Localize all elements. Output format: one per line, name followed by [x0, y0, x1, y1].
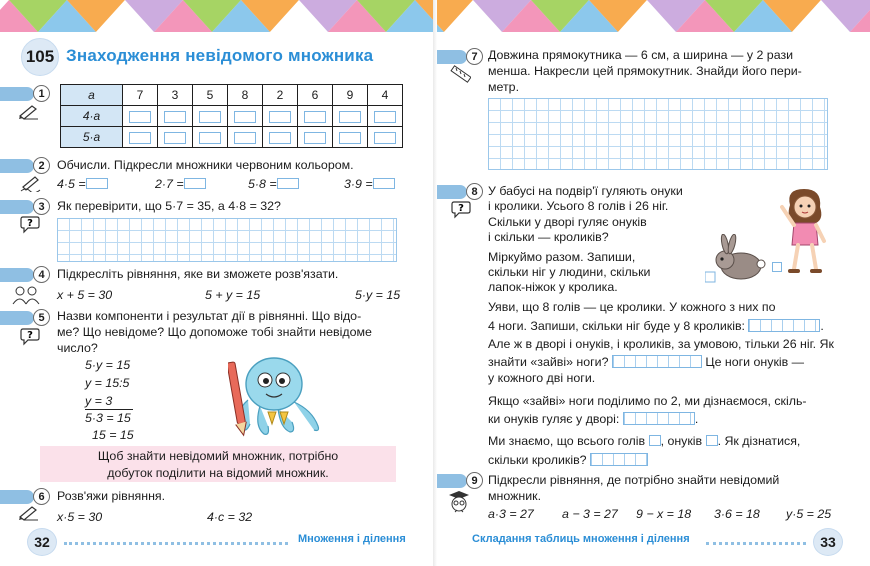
task7-text-line: Довжина прямокутника — 6 см, а ширина — у 2 рази: [488, 48, 794, 62]
task3-text: Як перевірити, що 5·7 = 35, а 4·8 = 32?: [57, 199, 281, 213]
answer-box[interactable]: [706, 435, 718, 446]
question-bubble-icon: [450, 199, 472, 219]
answer-cell[interactable]: [263, 106, 298, 127]
task5-text-line: ме? Що невідоме? Що допоможе тобі знайти невідоме: [57, 325, 372, 339]
answer-box[interactable]: [649, 435, 661, 446]
answer-cell[interactable]: [368, 106, 403, 127]
answer-cell[interactable]: [228, 106, 263, 127]
answer-cell[interactable]: [158, 106, 193, 127]
equation-option[interactable]: 9 − x = 18: [636, 507, 692, 521]
equation-option[interactable]: 3·6 = 18: [714, 507, 760, 521]
answer-cell[interactable]: [298, 127, 333, 148]
task-tab: [437, 185, 467, 199]
task-number-7: 7: [466, 48, 483, 65]
table-value: 8: [228, 85, 263, 106]
solution-step: 15 = 15: [92, 428, 134, 442]
task8-paragraph-line: ки онуків гуляє у дворі: .: [488, 412, 699, 426]
task-tab: [437, 50, 467, 64]
task9-text-line: Підкресли рівняння, де потрібно знайти невідомий: [488, 473, 780, 487]
equation-option-1[interactable]: x + 5 = 30: [57, 288, 113, 302]
answer-box[interactable]: [612, 355, 702, 368]
task8-intro-line: і скільки — кроликів?: [488, 230, 609, 244]
answer-box[interactable]: [373, 178, 395, 189]
rule-box: [40, 446, 396, 482]
task8-paragraph-line: Ми знаємо, що всього голів , онуків . Як дізнатися,: [488, 434, 801, 448]
answer-cell[interactable]: [333, 127, 368, 148]
scholar-owl-icon: [446, 488, 472, 514]
task-tab: [437, 474, 467, 488]
table-row-label: 4·a: [61, 106, 123, 127]
footer-dots: [64, 535, 288, 545]
equation-option[interactable]: y·5 = 25: [786, 507, 832, 521]
answer-cell[interactable]: [123, 127, 158, 148]
task4-text: Підкресліть рівняння, яке ви зможете розв'язати.: [57, 267, 339, 281]
footer-section-left: Множення і ділення: [298, 533, 406, 545]
table-value: 3: [158, 85, 193, 106]
task8-paragraph-line: знайти «зайві» ноги? Це ноги онуків —: [488, 355, 805, 369]
answer-grid[interactable]: [57, 218, 397, 262]
solution-step: y = 3: [85, 393, 133, 410]
task8-paragraph-line: Якщо «зайві» ноги поділимо по 2, ми дізнаємося, скіль-: [488, 394, 807, 408]
answer-cell[interactable]: [228, 127, 263, 148]
answer-cell[interactable]: [193, 127, 228, 148]
task-number-4: 4: [33, 266, 50, 283]
rabbit-illustration: [705, 234, 767, 284]
task-number-9: 9: [466, 472, 483, 489]
answer-cell[interactable]: [298, 106, 333, 127]
answer-box[interactable]: [86, 178, 108, 189]
answer-cell[interactable]: [193, 106, 228, 127]
equation-option-2[interactable]: 5 + y = 15: [205, 288, 261, 302]
solution-step: 5·3 = 15: [85, 411, 131, 425]
drawing-grid[interactable]: [488, 98, 828, 170]
pencil-writing-icon: [20, 174, 42, 192]
expression-1: 4·5 =: [57, 176, 108, 192]
equation: 4·c = 32: [207, 510, 253, 524]
task8-hint-line: скільки ніг у людини, скільки: [488, 265, 651, 279]
svg-text:?: ?: [458, 203, 464, 214]
table-value: 9: [333, 85, 368, 106]
question-bubble-icon: [19, 214, 41, 234]
ruler-icon: [449, 64, 471, 84]
task-number-6: 6: [33, 488, 50, 505]
pair-work-icon: [12, 284, 40, 306]
lesson-number-badge: 105: [21, 38, 59, 76]
task8-paragraph-line: Але ж в дворі і онуків, і кроликів, за умовою, тільки 26 ніг. Як: [488, 337, 834, 351]
task7-text-line: метр.: [488, 80, 520, 94]
page-number-left: 32: [27, 528, 57, 556]
task8-intro-line: У бабусі на подвір'ї гуляють онуки: [488, 184, 683, 198]
task-number-5: 5: [33, 309, 50, 326]
task8-intro-line: і кролики. Усього 8 голів і 26 ніг.: [488, 199, 669, 213]
task-tab: [0, 311, 34, 325]
solution-step: y = 15:5: [85, 376, 130, 390]
task8-paragraph-line: 4 ноги. Запиши, скільки ніг буде у 8 кроликів: .: [488, 319, 824, 333]
answer-box[interactable]: [184, 178, 206, 189]
multiplication-table: [60, 84, 403, 148]
equation-option[interactable]: a − 3 = 27: [562, 507, 618, 521]
equation-option[interactable]: a·3 = 27: [488, 507, 534, 521]
lesson-title: Знаходження невідомого множника: [66, 46, 374, 65]
pencil-icon: [18, 505, 40, 521]
task8-hint-line: Міркуймо разом. Запиши,: [488, 250, 636, 264]
table-value: 5: [193, 85, 228, 106]
task-number-1: 1: [33, 85, 50, 102]
task8-paragraph-line: скільки кроликів?: [488, 452, 648, 468]
task-tab: [0, 200, 34, 214]
task-number-3: 3: [33, 198, 50, 215]
solution-step: 5·y = 15: [85, 358, 131, 372]
task-tab: [0, 268, 34, 282]
rule-line: добуток поділити на відомий множник.: [107, 466, 329, 480]
task6-text: Розв'яжи рівняння.: [57, 489, 166, 503]
task8-paragraph-line: у кожного дві ноги.: [488, 371, 596, 385]
table-header-a: a: [61, 85, 123, 106]
task-number-2: 2: [33, 157, 50, 174]
expression-3: 5·8 =: [248, 176, 299, 192]
answer-cell[interactable]: [368, 127, 403, 148]
answer-cell[interactable]: [333, 106, 368, 127]
task8-hint-line: лапок-ніжок у кролика.: [488, 280, 618, 294]
rule-line: Щоб знайти невідомий множник, потрібно: [97, 449, 339, 463]
answer-box[interactable]: [277, 178, 299, 189]
svg-text:?: ?: [27, 330, 33, 341]
equation-option-3[interactable]: 5·y = 15: [355, 288, 401, 302]
girl-illustration: [780, 185, 830, 279]
table-row-label: 5·a: [61, 127, 123, 148]
expression-4: 3·9 =: [344, 176, 395, 192]
task-tab: [0, 159, 34, 173]
task8-paragraph-line: Уяви, що 8 голів — це кролики. У кожного з них по: [488, 300, 776, 314]
answer-box: [705, 272, 715, 282]
table-value: 4: [368, 85, 403, 106]
question-bubble-icon: [19, 326, 41, 346]
task7-text-line: менша. Накресли цей прямокутник. Знайди його пери-: [488, 64, 802, 78]
table-value: 6: [298, 85, 333, 106]
table-value: 7: [123, 85, 158, 106]
page-number-right: 33: [813, 528, 843, 556]
footer-dots: [706, 535, 806, 545]
answer-box[interactable]: [590, 453, 648, 466]
pencil-icon: [18, 104, 40, 120]
equation: x·5 = 30: [57, 510, 103, 524]
footer-section-right: Складання таблиць множення і ділення: [472, 533, 690, 545]
task8-intro-line: Скільки у дворі гуляє онуків: [488, 215, 647, 229]
task-tab: [0, 87, 34, 101]
task2-text: Обчисли. Підкресли множники червоним кольором.: [57, 158, 354, 172]
answer-cell[interactable]: [123, 106, 158, 127]
task9-text-line: множник.: [488, 489, 542, 503]
task-number-8: 8: [466, 183, 483, 200]
task5-text-line: число?: [57, 341, 98, 355]
task5-text-line: Назви компоненти і результат дії в рівнянні. Що відо-: [57, 309, 362, 323]
task-tab: [0, 490, 34, 504]
answer-box[interactable]: [748, 319, 820, 332]
table-value: 2: [263, 85, 298, 106]
expression-2: 2·7 =: [155, 176, 206, 192]
svg-text:?: ?: [27, 218, 33, 229]
answer-cell[interactable]: [158, 127, 193, 148]
answer-box[interactable]: [623, 412, 695, 425]
octopus-illustration: [228, 352, 328, 438]
answer-cell[interactable]: [263, 127, 298, 148]
